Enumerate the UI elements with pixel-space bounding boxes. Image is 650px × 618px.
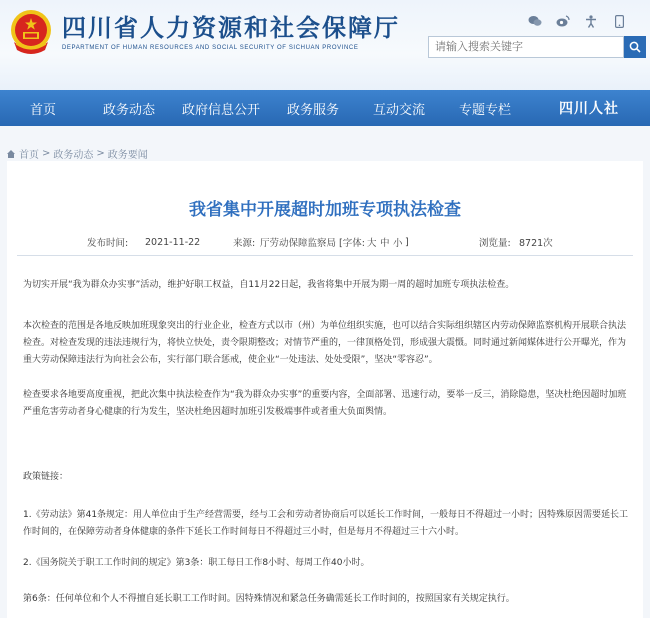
sichuan-renshe-logo[interactable] [528,90,650,126]
article-meta [7,231,643,253]
accessibility-icon[interactable] [584,14,598,28]
source-value: 厅劳动保障监察局 [260,238,337,249]
site-header [0,0,650,90]
views-label: 浏览量: [479,238,511,249]
breadcrumb-home[interactable]: 首页 [19,150,39,161]
site-title[interactable]: 四川省人力资源和社会保障厅 [62,13,400,42]
article-paragraph-state-council: 2.《国务院关于职工工作时间的规定》第3条：职工每日工作8小时、每周工作40小时。 [23,558,370,568]
breadcrumb-news[interactable]: 政务动态 [53,150,94,161]
header-icon-bar [528,14,626,28]
article-paragraph-article-6: 第6条：任何单位和个人不得擅自延长职工工作时间。因特殊情况和紧急任务确需延长工作时间的，按照国家有关规定执行。 [23,594,515,604]
search-button[interactable] [624,36,646,58]
font-size-label: [字体: [339,238,365,249]
nav-item-special-topics[interactable]: 专题专栏 [458,102,511,118]
font-size-medium[interactable]: 中 [380,238,390,249]
publish-label: 发布时间: [87,238,129,249]
search-icon [629,41,641,53]
article-paragraph-1: 为切实开展“我为群众办实事”活动，维护好职工权益，自11月22日起，我省将集中开展为期一周的超时加班专项执法检查。 [23,280,515,290]
font-size-close: ] [405,236,409,248]
meta-divider [17,255,633,256]
breadcrumb-headlines[interactable]: 政务要闻 [107,150,148,161]
logo-text: 四川人社 [559,101,619,117]
nav-item-news[interactable]: 政务动态 [102,102,155,118]
breadcrumb: 首页 > 政务动态 > 政务要闻 [6,146,148,161]
publish-date: 2021-11-22 [145,236,201,248]
weibo-icon[interactable] [556,14,570,28]
views-count: 8721次 [519,238,553,249]
mobile-icon[interactable] [612,14,626,28]
font-size-small[interactable]: 小 [393,238,403,249]
home-icon [6,149,16,159]
nav-item-services[interactable]: 政务服务 [286,102,339,118]
wechat-icon[interactable] [528,14,542,28]
policy-link-heading: 政策链接： [23,472,69,482]
national-emblem-icon [8,6,54,56]
font-size-large[interactable]: 大 [367,238,377,249]
article-title: 我省集中开展超时加班专项执法检查 [189,200,461,220]
main-nav [0,90,650,126]
site-subtitle: DEPARTMENT OF HUMAN RESOURCES AND SOCIAL SECURITY OF SICHUAN PROVINCE [62,45,359,51]
nav-item-home[interactable]: 首页 [29,102,56,118]
source-label: 来源: [233,238,256,249]
article-paragraph-3: 检查要求各地要高度重视，把此次集中执法检查作为“我为群众办实事”的重要内容，全面部署、迅速行动，要举一反三，消除隐患，坚决杜绝因超时加班严重危害劳动者身心健康的行为发生，坚决杜绝因超时加班引发极端事件或者重大负面舆情。 [23,390,627,417]
article-container [7,161,643,618]
nav-item-interaction[interactable]: 互动交流 [372,102,425,118]
article-paragraph-labor-law: 1.《劳动法》第41条规定：用人单位由于生产经营需要，经与工会和劳动者协商后可以延长工作时间，一般每日不得超过一小时；因特殊原因需要延长工作时间的，在保障劳动者身体健康的条件下延长工作时间每日不得超过三小时，但是每月不得超过三十六小时。 [23,510,629,537]
search-input[interactable] [428,36,624,58]
article-paragraph-2: 本次检查的范围是各地反映加班现象突出的行业企业，检查方式以市（州）为单位组织实施，也可以结合实际组织辖区内劳动保障监察机构开展联合执法检查。对检查发现的违法违规行为，将快立快处，责令限期整改；对情节严重的，一律顶格处罚，形成强大震慑。同时通过新闻媒体进行公开曝光，作为重大劳动保障违法行为向社会公布，实行部门联合惩戒，使企业“一处违法、处处受限”，坚决“零容忍”。 [23,321,627,365]
nav-item-info-disclosure[interactable]: 政府信息公开 [181,102,260,118]
